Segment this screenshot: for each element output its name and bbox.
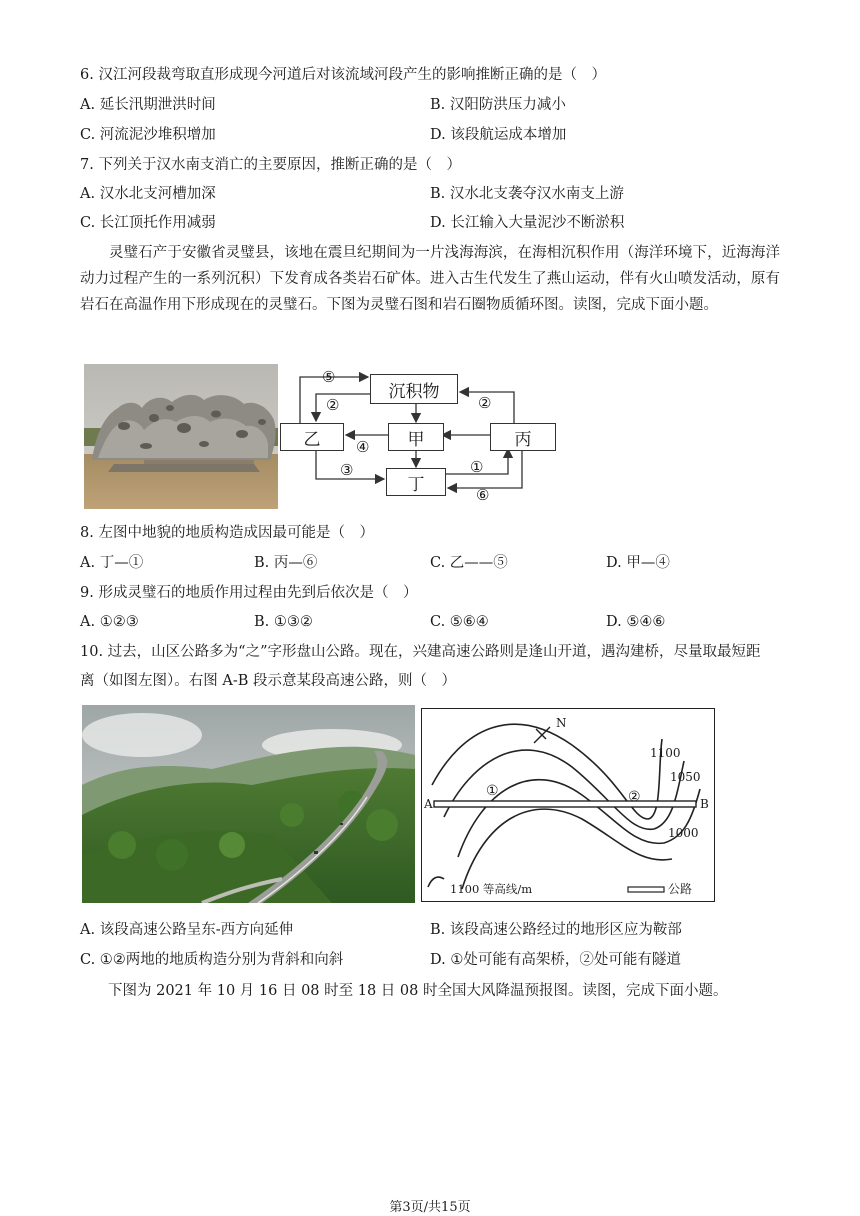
page-number: 第3页/共15页 bbox=[389, 1200, 471, 1215]
point-a-label: A bbox=[424, 797, 433, 811]
north-label: N bbox=[556, 716, 567, 730]
label-1: ① bbox=[470, 458, 484, 476]
point-1-label: ① bbox=[486, 783, 499, 799]
q6-stem: 6. 汉江河段裁弯取直形成现今河道后对该流域河段产生的影响推断正确的是（ ） bbox=[80, 67, 606, 83]
passage-lingbi-stone: 灵璧石产于安徽省灵璧县，该地在震旦纪期间为一片浅海海滨，在海相沉积作用（海洋环境下，近海海洋动力过程产生的一系列沉积）下发育成各类岩石矿体。进入古生代发生了燕山运动，伴有火山喷发活动，原有岩石在高温作用下形成现在的灵璧石。下图为灵璧石图和岩石圈物质循环图。读图，完成下面小题。 bbox=[80, 245, 780, 313]
label-2-left: ② bbox=[326, 396, 340, 414]
q10-stem-line2: 离（如图左图）。右图 A-B 段示意某段高速公路，则（ ） bbox=[80, 673, 456, 689]
contour-lines bbox=[422, 709, 714, 901]
q9-option-a: A. ①②③ bbox=[80, 614, 139, 630]
highway-photo bbox=[82, 705, 415, 903]
q9-option-c: C. ⑤⑥④ bbox=[430, 614, 489, 630]
q7-option-b: B. 汉水北支袭夺汉水南支上游 bbox=[430, 186, 624, 202]
q6-option-d: D. 该段航运成本增加 bbox=[430, 127, 567, 143]
q10-option-b: B. 该段高速公路经过的地形区应为鞍部 bbox=[430, 922, 682, 938]
q8-option-d: D. 甲—④ bbox=[606, 555, 670, 571]
box-yi: 乙 bbox=[280, 423, 344, 451]
contour-1050-label: 1050 bbox=[670, 770, 701, 784]
q6-option-b: B. 汉阳防洪压力减小 bbox=[430, 97, 566, 113]
lingbi-stone-photo bbox=[84, 364, 278, 509]
q7-option-a: A. 汉水北支河槽加深 bbox=[80, 186, 216, 202]
box-ding: 丁 bbox=[386, 468, 446, 496]
q10-option-d: D. ①处可能有高架桥，②处可能有隧道 bbox=[430, 952, 681, 968]
legend-road-label: 公路 bbox=[668, 882, 693, 896]
box-bing: 丙 bbox=[490, 423, 556, 451]
box-jia: 甲 bbox=[388, 423, 444, 451]
q8-stem: 8. 左图中地貌的地质构造成因最可能是（ ） bbox=[80, 525, 374, 541]
legend-contour-label: 1100 等高线/m bbox=[450, 882, 533, 896]
point-2-label: ② bbox=[628, 789, 641, 805]
q7-stem: 7. 下列关于汉水南支消亡的主要原因，推断正确的是（ ） bbox=[80, 157, 461, 173]
q8-option-a: A. 丁—① bbox=[80, 555, 144, 571]
q8-option-c: C. 乙——⑤ bbox=[430, 555, 508, 571]
box-sediment: 沉积物 bbox=[370, 374, 458, 404]
contour-1100-label: 1100 bbox=[650, 746, 681, 760]
q10-option-c: C. ①②两地的地质构造分别为背斜和向斜 bbox=[80, 952, 344, 968]
contour-map bbox=[421, 708, 715, 902]
label-3: ③ bbox=[340, 461, 354, 479]
label-2-right: ② bbox=[478, 394, 492, 412]
point-b-label: B bbox=[700, 797, 709, 811]
label-4: ④ bbox=[356, 438, 370, 456]
q7-option-d: D. 长江输入大量泥沙不断淤积 bbox=[430, 215, 625, 231]
q8-option-b: B. 丙—⑥ bbox=[254, 555, 318, 571]
q9-option-b: B. ①③② bbox=[254, 614, 313, 630]
q9-stem: 9. 形成灵璧石的地质作用过程由先到后依次是（ ） bbox=[80, 585, 418, 601]
q10-option-a: A. 该段高速公路呈东-西方向延伸 bbox=[80, 922, 294, 938]
label-5: ⑤ bbox=[322, 368, 336, 386]
label-6: ⑥ bbox=[476, 486, 490, 504]
q9-option-d: D. ⑤④⑥ bbox=[606, 614, 666, 630]
q6-option-c: C. 河流泥沙堆积增加 bbox=[80, 127, 216, 143]
passage-wind-forecast: 下图为 2021 年 10 月 16 日 08 时至 18 日 08 时全国大风降温预报图。读图，完成下面小题。 bbox=[108, 983, 728, 999]
q6-option-a: A. 延长汛期泄洪时间 bbox=[80, 97, 216, 113]
contour-1000-label: 1000 bbox=[668, 826, 699, 840]
q10-stem-line1: 10. 过去，山区公路多为“之”字形盘山公路。现在，兴建高速公路则是逢山开道，遇沟建桥，尽量取最短距 bbox=[80, 644, 761, 660]
q7-option-c: C. 长江顶托作用减弱 bbox=[80, 215, 216, 231]
